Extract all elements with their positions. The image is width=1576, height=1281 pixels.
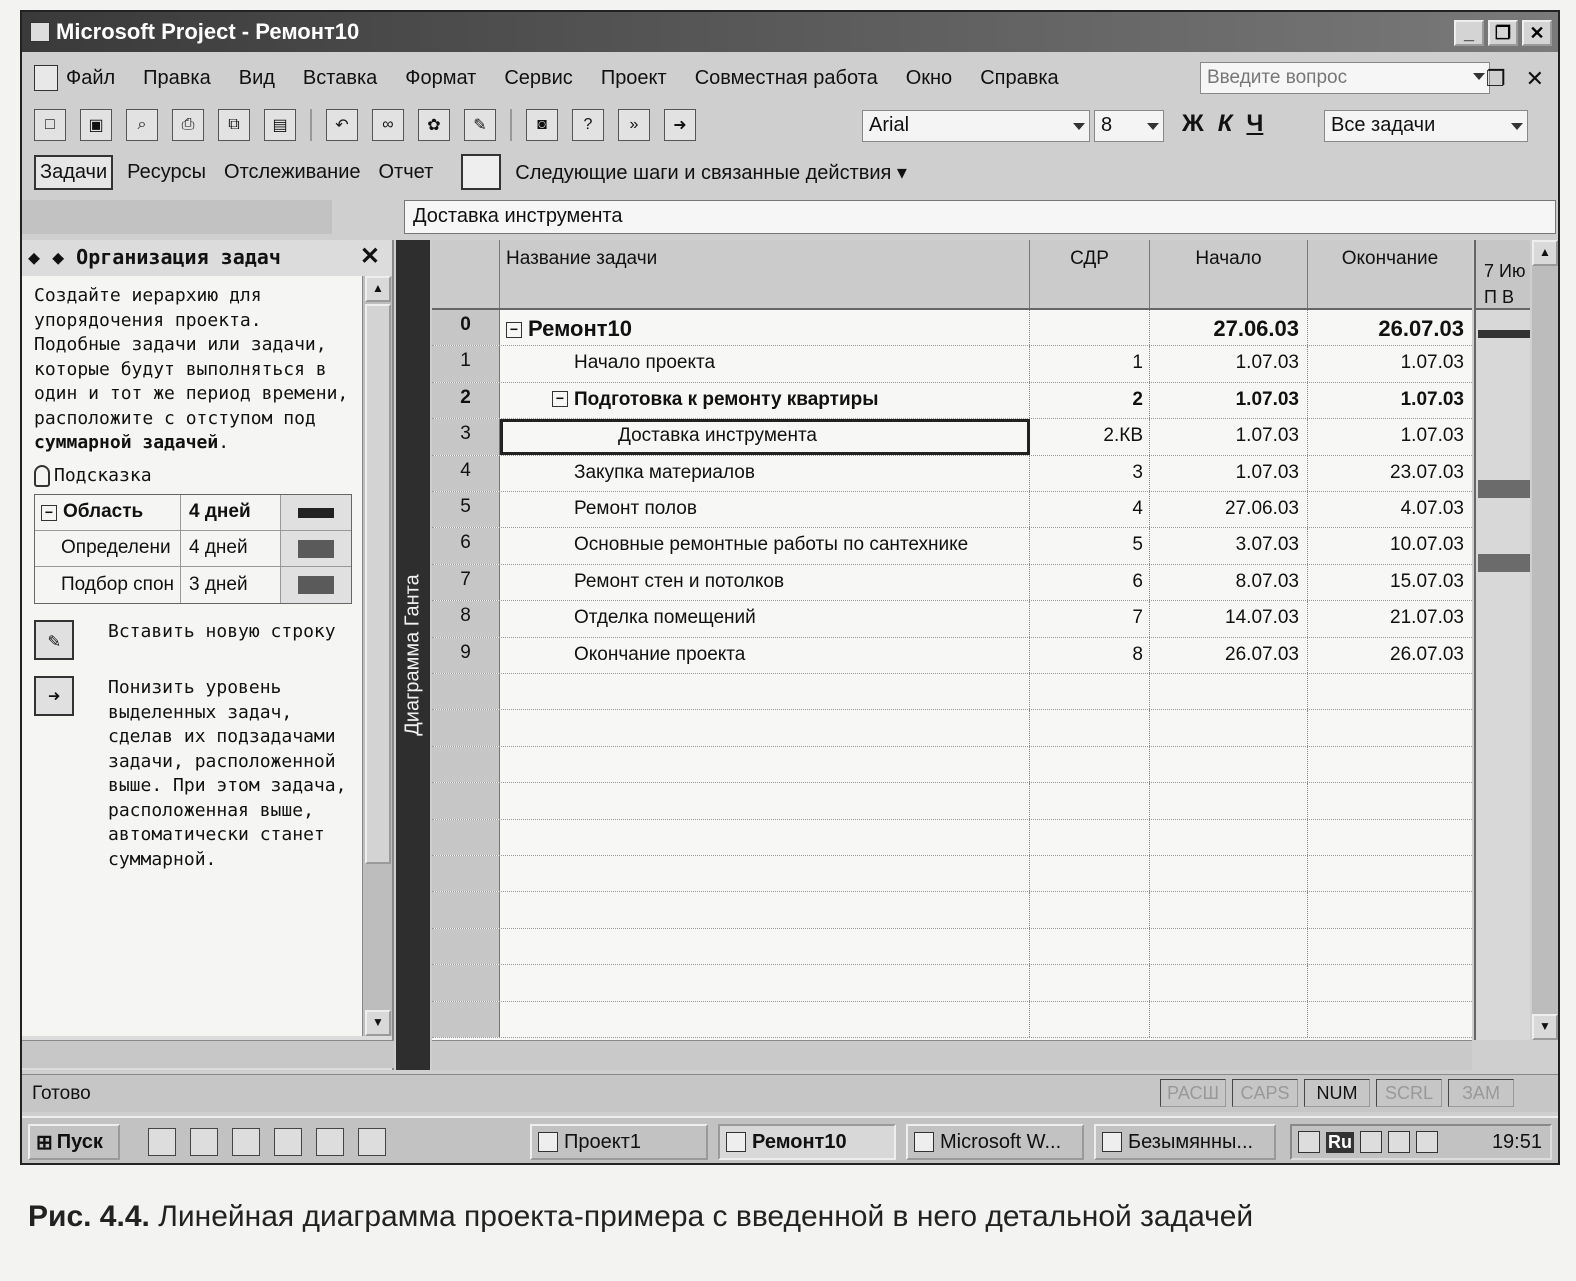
network-icon[interactable] [1360,1131,1382,1153]
tray-icon[interactable] [1416,1131,1438,1153]
menu-window[interactable]: Окно [905,66,953,89]
status-caps: CAPS [1232,1079,1298,1107]
summary-bar [298,508,334,518]
minimize-button[interactable]: _ [1454,20,1484,46]
window-title: Microsoft Project - Ремонт10 [56,19,360,44]
font-select[interactable] [862,110,1090,142]
windows-logo-icon: ⊞ [36,1131,53,1154]
table-row[interactable]: 6 Основные ремонтные работы по сантехнике 5 3.07.03 10.07.03 [432,528,1472,564]
example-row: Определени 4 дней [35,531,351,567]
app-icon[interactable] [358,1128,386,1156]
maximize-button[interactable]: ❐ [1488,20,1518,46]
example-row: − Область 4 дней [35,495,351,531]
taskbar [22,1116,1558,1165]
status-ovr: ЗАМ [1448,1079,1514,1107]
go-to-task-icon[interactable]: ➜ [664,109,696,141]
scroll-down-icon[interactable]: ▼ [365,1010,391,1036]
chevron-down-icon[interactable] [1073,123,1085,130]
language-indicator[interactable]: Ru [1328,1131,1352,1152]
header-id[interactable] [432,240,500,308]
desktop-icon[interactable] [148,1128,176,1156]
table-row[interactable]: 4 Закупка материалов 3 1.07.03 23.07.03 [432,456,1472,492]
print-preview-icon[interactable]: ⎙ [172,109,204,141]
guide-tab-tasks[interactable]: Задачи [34,155,113,190]
tray-icon[interactable] [1298,1131,1320,1153]
table-row[interactable]: 0 − Ремонт10 27.06.03 26.07.03 [432,310,1472,346]
status-scrl: SCRL [1376,1079,1442,1107]
title-bar [22,12,1558,52]
empty-row[interactable] [432,965,1472,1001]
gantt-task-bar[interactable] [1478,554,1530,572]
caption-text: Линейная диаграмма проекта-примера с введенной в него детальной задачей [149,1200,1254,1233]
task-table [432,240,1472,1040]
underline-button[interactable]: Ч [1246,110,1264,137]
selected-task-cell[interactable]: Доставка инструмента [500,419,1030,454]
empty-row[interactable] [432,820,1472,856]
timescale-header [1476,240,1530,310]
help-icon[interactable]: ? [572,109,604,141]
menu-insert[interactable]: Вставка [302,66,378,89]
scroll-up-icon[interactable]: ▲ [1532,240,1558,266]
scroll-thumb[interactable] [365,304,391,864]
header-wbs[interactable]: СДР [1030,240,1150,308]
task-pane-title: ◆ ◆ Организация задач [28,245,281,269]
save-icon[interactable]: ▣ [80,109,112,141]
empty-row[interactable] [432,783,1472,819]
taskbar-button[interactable]: Ремонт10 [718,1124,896,1160]
entry-bar-spacer [22,200,332,234]
entry-field[interactable]: Доставка инструмента [404,200,1556,234]
standard-toolbar [22,102,1558,148]
app-icon[interactable] [190,1128,218,1156]
table-hscrollbar[interactable] [432,1040,1472,1070]
table-row[interactable]: 2 − Подготовка к ремонту квартиры 2 1.07.03 1.07.03 [432,383,1472,419]
app-icon [30,22,50,42]
undo-icon[interactable]: ↶ [326,109,358,141]
chevron-down-icon[interactable] [1473,73,1485,80]
close-button[interactable]: ✕ [1522,20,1552,46]
collapse-icon: − [41,505,57,521]
table-header [432,240,1472,310]
font-size-select[interactable] [1094,110,1164,142]
app-icon[interactable] [232,1128,260,1156]
empty-row[interactable] [432,929,1472,965]
app-icon[interactable] [316,1128,344,1156]
example-table [34,494,352,604]
table-row[interactable]: 9 Окончание проекта 8 26.07.03 26.07.03 [432,638,1472,674]
task-info-icon[interactable]: ✿ [418,109,450,141]
project-icon [538,1132,558,1152]
header-start[interactable]: Начало [1150,240,1308,308]
ie-icon[interactable] [274,1128,302,1156]
system-tray [1290,1124,1552,1160]
menu-format[interactable]: Формат [405,66,477,89]
header-finish[interactable]: Окончание [1341,248,1439,269]
task-bar [298,540,334,558]
menu-bar [22,56,1558,100]
collapse-icon[interactable]: − [552,391,568,407]
table-row[interactable]: 8 Отделка помещений 7 14.07.03 21.07.03 [432,601,1472,637]
task-pane-header [22,240,392,274]
quick-launch [148,1128,386,1156]
table-row[interactable]: 7 Ремонт стен и потолков 6 8.07.03 15.07.03 [432,565,1472,601]
menu-edit[interactable]: Правка [143,66,211,89]
empty-row[interactable] [432,856,1472,892]
project-guide-bar [22,150,1558,194]
status-ext: РАСШ [1160,1079,1226,1107]
filter-value: Все задачи [1331,114,1436,136]
font-name: Arial [869,114,910,136]
word-icon [914,1132,934,1152]
guide-tab-tracking[interactable]: Отслеживание [224,160,361,183]
filter-select[interactable] [1324,110,1528,142]
search-icon[interactable]: ⌕ [126,109,158,141]
gantt-chart[interactable] [1474,240,1530,1040]
taskbar-button[interactable]: Microsoft W... [906,1124,1084,1160]
toolbar-separator [510,109,512,141]
document-icon[interactable] [34,65,58,91]
restore-doc-icon[interactable]: ❐ [1485,66,1506,91]
empty-row[interactable] [432,892,1472,928]
indent-action[interactable] [34,676,350,872]
task-pane-intro: Создайте иерархию для упорядочения проекта. Подобные задачи или задачи, которые будут выполняться в один и тот же период времени, расположите с отступом под суммарной задачей. [34,285,349,453]
collapse-icon[interactable]: − [506,322,522,338]
task-pane [22,240,394,1070]
menu-collaborate[interactable]: Совместная работа [694,66,878,89]
insert-row-action[interactable] [34,620,350,660]
font-size: 8 [1101,114,1113,136]
gantt-task-bar[interactable] [1478,480,1530,498]
start-button[interactable] [28,1124,120,1160]
table-row[interactable]: 3 Доставка инструмента 2.КВ 1.07.03 1.07.03 [432,419,1472,455]
task-bar [298,576,334,594]
table-row[interactable]: 5 Ремонт полов 4 27.06.03 4.07.03 [432,492,1472,528]
close-icon[interactable]: ✕ [359,243,380,270]
toolbar-separator [310,109,312,141]
volume-icon[interactable] [1388,1131,1410,1153]
chevron-down-icon[interactable] [1147,123,1159,130]
empty-row[interactable] [432,1002,1472,1038]
camera-icon[interactable]: ◙ [526,109,558,141]
taskbar-button[interactable]: Проект1 [530,1124,708,1160]
start-label: Пуск [56,1130,103,1153]
guide-tab-report[interactable]: Отчет [378,160,434,183]
bold-button[interactable]: Ж [1182,110,1204,137]
toggle-guide-icon[interactable] [461,154,501,190]
header-task-name[interactable]: Название задачи [500,240,1030,308]
task-pane-hscrollbar[interactable] [22,1040,394,1068]
indent-text: Понизить уровень выделенных задач, сделав их подзадачами задачи, расположенной выше. При этом задача, расположенная выше, автоматически станет суммарной. [108,677,347,870]
example-row: Подбор спон 3 дней [35,567,351,603]
view-label: Диаграмма Ганта [401,574,424,736]
next-steps-dropdown[interactable]: Следующие шаги и связанные действия ▾ [515,161,907,184]
chevron-down-icon[interactable] [1511,123,1523,130]
project-window [20,10,1560,1165]
task-pane-body [22,276,362,1036]
empty-row[interactable] [432,710,1472,746]
scroll-down-icon[interactable]: ▼ [1532,1014,1558,1040]
status-num: NUM [1304,1079,1370,1107]
indent-arrow-icon[interactable]: ➜ [34,676,74,716]
paste-icon[interactable]: ▤ [264,109,296,141]
status-text: Готово [32,1083,91,1104]
menu-file[interactable]: Файл [66,66,116,89]
task-pane-scrollbar[interactable] [362,276,392,1036]
close-doc-icon[interactable]: ✕ [1525,66,1544,91]
table-vscrollbar[interactable] [1532,240,1558,1040]
help-search-placeholder: Введите вопрос [1207,67,1348,88]
tip-link[interactable] [34,464,350,489]
menu-project[interactable]: Проект [600,66,667,89]
figure-number: Рис. 4.4. [28,1200,150,1233]
scroll-up-icon[interactable]: ▲ [365,276,391,302]
view-bar[interactable] [396,240,430,1070]
empty-row[interactable] [432,674,1472,710]
menu-help[interactable]: Справка [980,66,1059,89]
guide-tab-resources[interactable]: Ресурсы [127,160,207,183]
menu-view[interactable]: Вид [238,66,275,89]
insert-row-icon[interactable]: ✎ [34,620,74,660]
lightbulb-icon [34,465,50,487]
paint-icon [1102,1132,1122,1152]
empty-row[interactable] [432,747,1472,783]
gantt-summary-bar[interactable] [1478,330,1530,338]
taskbar-button[interactable]: Безымянны... [1094,1124,1276,1160]
timescale-days: П В [1484,287,1514,307]
timescale-week: 7 Ию [1484,261,1526,281]
menu-tools[interactable]: Сервис [504,66,573,89]
italic-button[interactable]: К [1217,110,1233,137]
copy-icon[interactable]: ⧉ [218,109,250,141]
more-buttons-icon[interactable]: » [618,109,650,141]
notes-icon[interactable]: ✎ [464,109,496,141]
clock[interactable]: 19:51 [1491,1130,1542,1153]
status-bar [22,1074,1558,1112]
help-search-input[interactable] [1200,62,1490,94]
insert-row-text: Вставить новую строку [108,621,336,642]
new-icon[interactable]: □ [34,109,66,141]
link-icon[interactable]: ∞ [372,109,404,141]
tip-label: Подсказка [54,464,152,486]
table-row[interactable]: 1 Начало проекта 1 1.07.03 1.07.03 [432,346,1472,382]
figure-caption [28,1200,1253,1234]
project-icon [726,1132,746,1152]
